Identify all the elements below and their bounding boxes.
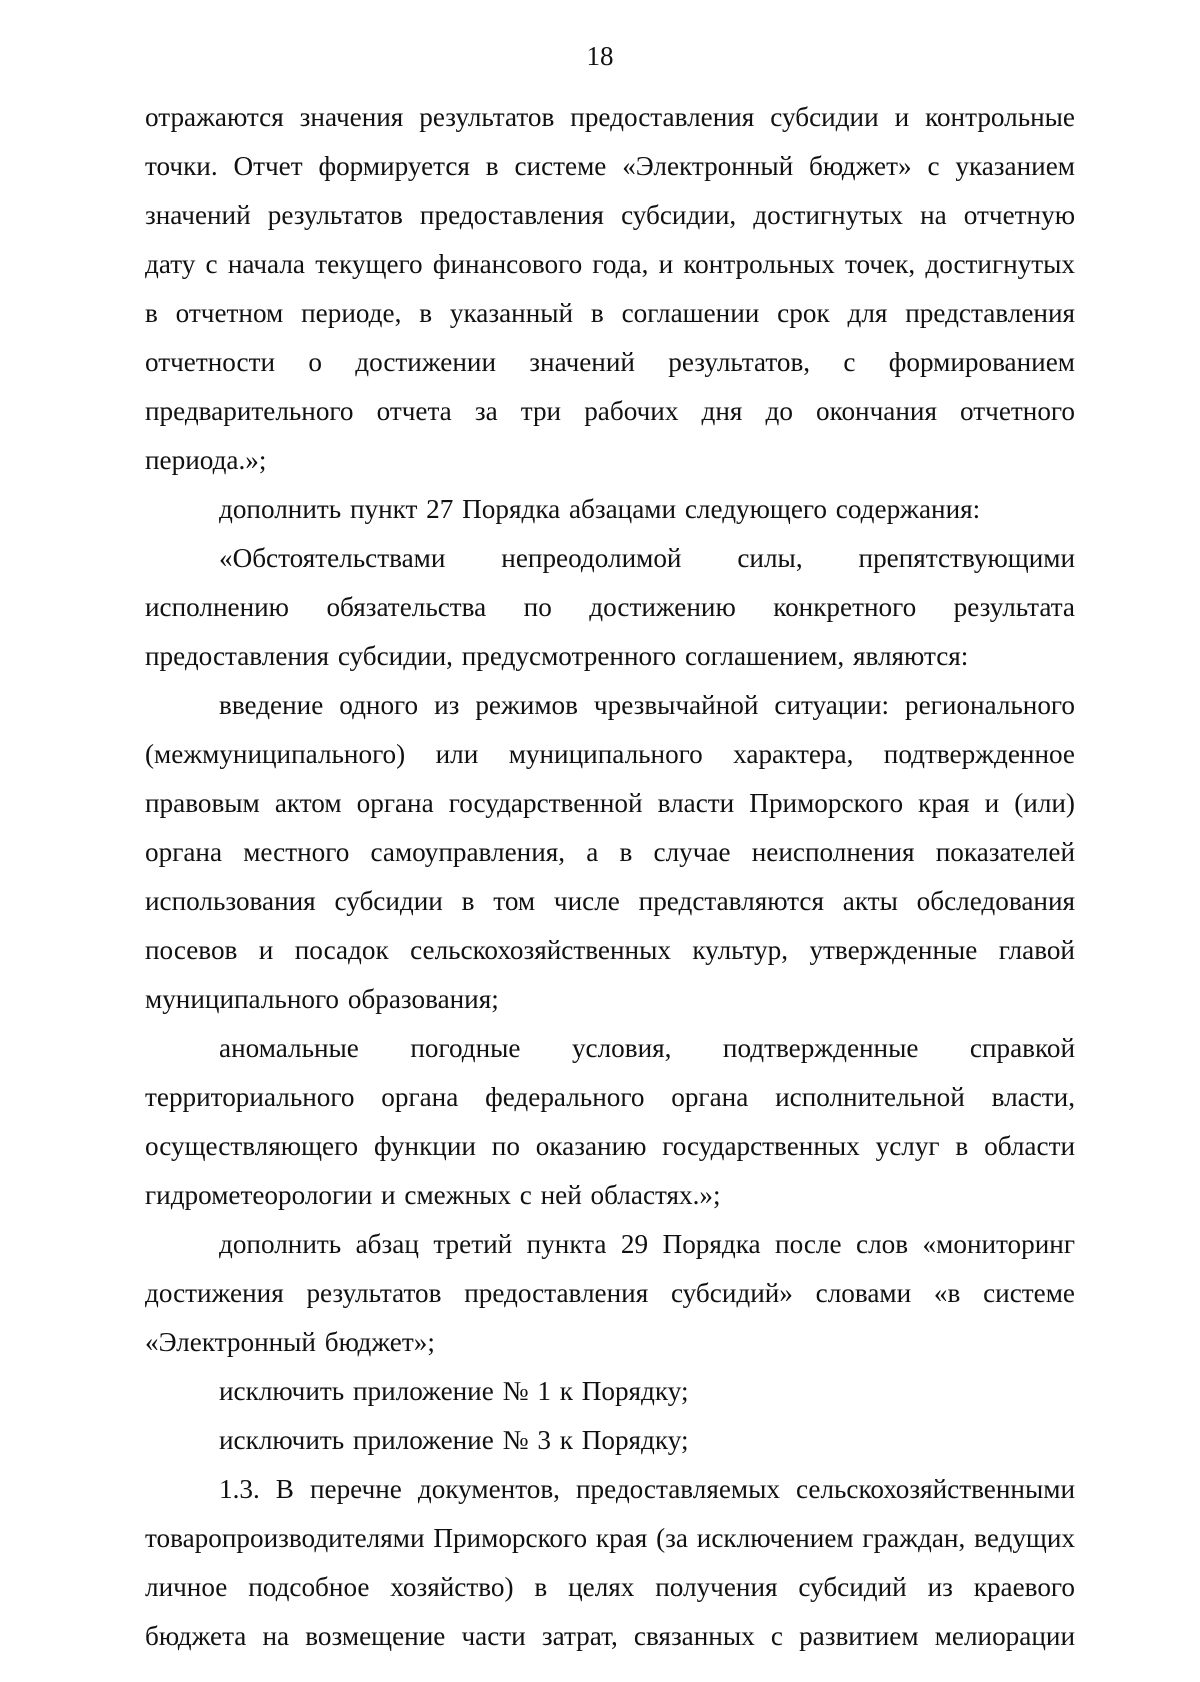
page-number: 18 [586, 41, 614, 71]
document-body [145, 93, 1075, 1661]
paragraph-abnormal-weather: аномальные погодные условия, подтвержденные справкой территориального органа федерального органа исполнительной власти, осуществляющего функции по оказанию государственных услуг в области гидрометеорологии и смежных с ней областях.»; [145, 1033, 1075, 1210]
paragraph-amend-point-27: дополнить пункт 27 Порядка абзацами следующего содержания: [219, 494, 981, 524]
paragraph-section-1-3: 1.3. В перечне документов, предоставляемых сельскохозяйственными товаропроизводителями Приморского края (за исключением граждан, ведущих личное подсобное хозяйство) в целях получения субсидий из краевого бюджета на возмещение части затрат, связанных с развитием мелиорации [145, 1474, 1075, 1651]
paragraph-exclude-appendix-1: исключить приложение № 1 к Порядку; [219, 1376, 689, 1406]
paragraph-continuation: отражаются значения результатов предоставления субсидии и контрольные точки. Отчет формируется в системе «Электронный бюджет» с указанием значений результатов предоставления субсидии, достигнутых на отчетную дату с начала текущего финансового года, и контрольных точек, достигнутых в отчетном периоде, в указанный в соглашении срок для представления отчетности о достижении значений результатов, с формированием предварительного отчета за три рабочих дня до окончания отчетного периода.»; [145, 102, 1075, 475]
paragraph-amend-point-29: дополнить абзац третий пункта 29 Порядка после слов «мониторинг достижения результатов предоставления субсидий» словами «в системе «Электронный бюджет»; [145, 1229, 1075, 1357]
paragraph-emergency-regime: введение одного из режимов чрезвычайной ситуации: регионального (межмуниципального) или муниципального характера, подтвержденное правовым актом органа государственной власти Приморского края и (или) органа местного самоуправления, а в случае неисполнения показателей использования субсидии в том числе представляются акты обследования посевов и посадок сельскохозяйственных культур, утвержденные главой муниципального образования; [145, 690, 1075, 1014]
paragraph-exclude-appendix-3: исключить приложение № 3 к Порядку; [219, 1425, 689, 1455]
paragraph-force-majeure-intro: «Обстоятельствами непреодолимой силы, препятствующими исполнению обязательства по достижению конкретного результата предоставления субсидии, предусмотренного соглашением, являются: [145, 543, 1075, 671]
